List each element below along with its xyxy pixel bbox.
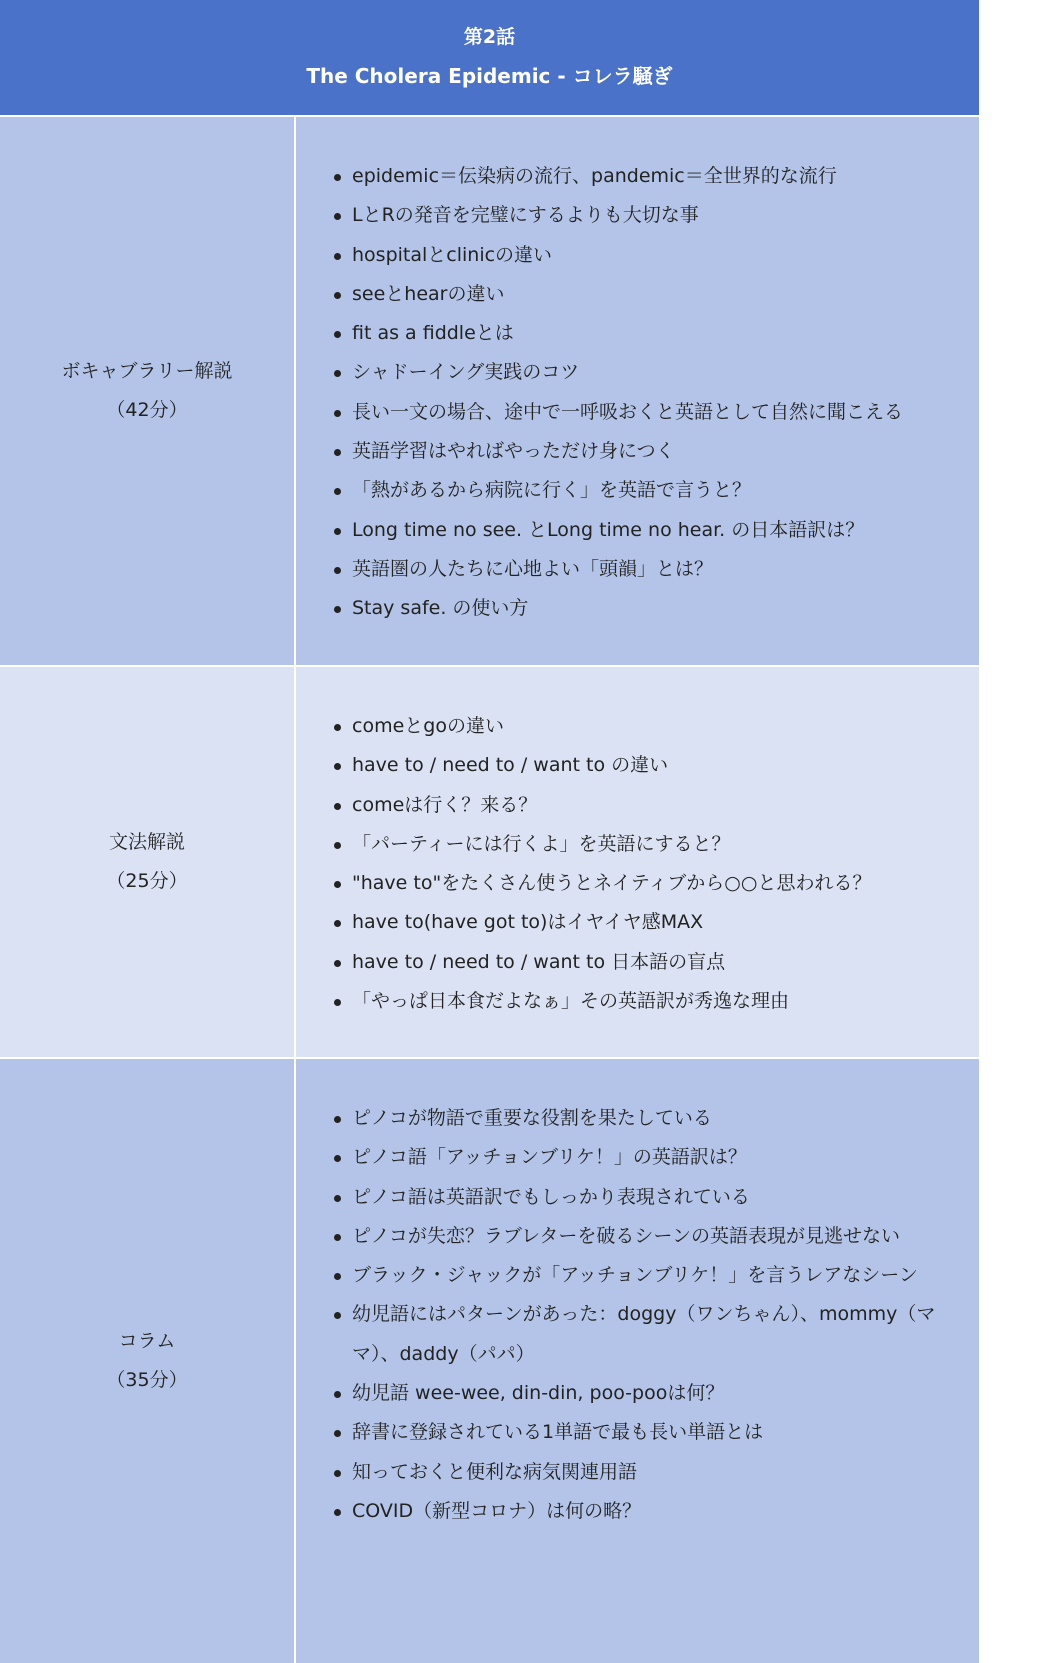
list-item: 長い一文の場合、途中で一呼吸おくと英語として自然に聞こえる [352,393,979,432]
section-vocabulary [0,117,979,665]
list-item: Stay safe. の使い方 [352,589,979,628]
list-item: ピノコが物語で重要な役割を果たしている [352,1099,979,1138]
section-duration: （25分） [106,870,188,892]
list-item: LとRの発音を完璧にするよりも大切な事 [352,196,979,235]
section-content [296,117,979,665]
list-item: comeは行く？来る？ [352,786,979,825]
table-header [0,0,979,115]
topic-list [296,707,979,1021]
list-item: シャドーイング実践のコツ [352,353,979,392]
list-item: ピノコ語「アッチョンブリケ！」の英語訳は？ [352,1138,979,1177]
section-label [0,667,294,1057]
list-item: 「やっぱ日本食だよなぁ」その英語訳が秀逸な理由 [352,982,979,1021]
section-title: 文法解説 [108,831,185,853]
list-item: ピノコが失恋？ラブレターを破るシーンの英語表現が見逃せない [352,1217,979,1256]
list-item: ブラック・ジャックが「アッチョンブリケ！」を言うレアなシーン [352,1256,979,1295]
list-item: seeとhearの違い [352,275,979,314]
episode-number: 第2話 [463,26,516,48]
list-item: COVID（新型コロナ）は何の略？ [352,1492,979,1531]
section-label [0,1059,294,1663]
list-item: 幼児語にはパターンがあった：doggy（ワンちゃん）、mommy（ママ）、daddy（パパ） [352,1295,979,1374]
section-label [0,117,294,665]
list-item: ピノコ語は英語訳でもしっかり表現されている [352,1178,979,1217]
list-item: comeとgoの違い [352,707,979,746]
list-item: have to(have got to)はイヤイヤ感MAX [352,903,979,942]
list-item: 英語学習はやればやっただけ身につく [352,432,979,471]
section-duration: （42分） [106,399,188,421]
list-item: hospitalとclinicの違い [352,236,979,275]
section-grammar [0,667,979,1057]
list-item: 「パーティーには行くよ」を英語にすると？ [352,825,979,864]
list-item: 幼児語 wee-wee, din-din, poo-pooは何？ [352,1374,979,1413]
section-title: コラム [118,1330,176,1352]
list-item: 知っておくと便利な病気関連用語 [352,1453,979,1492]
list-item: "have to"をたくさん使うとネイティブから○○と思われる？ [352,864,979,903]
list-item: 「熱があるから病院に行く」を英語で言うと？ [352,471,979,510]
section-content [296,1059,979,1663]
section-title: ボキャブラリー解説 [61,360,233,382]
list-item: Long time no see. とLong time no hear. の日本語訳は？ [352,511,979,550]
section-content [296,667,979,1057]
topic-list [296,157,979,629]
section-column [0,1059,979,1663]
section-duration: （35分） [106,1369,188,1391]
list-item: have to / need to / want to の違い [352,746,979,785]
list-item: 英語圏の人たちに心地よい「頭韻」とは？ [352,550,979,589]
topic-list [296,1099,979,1531]
episode-title: The Cholera Epidemic - コレラ騒ぎ [306,64,673,88]
list-item: fit as a fiddleとは [352,314,979,353]
list-item: 辞書に登録されている1単語で最も長い単語とは [352,1413,979,1452]
list-item: epidemic＝伝染病の流行、pandemic＝全世界的な流行 [352,157,979,196]
list-item: have to / need to / want to 日本語の盲点 [352,943,979,982]
